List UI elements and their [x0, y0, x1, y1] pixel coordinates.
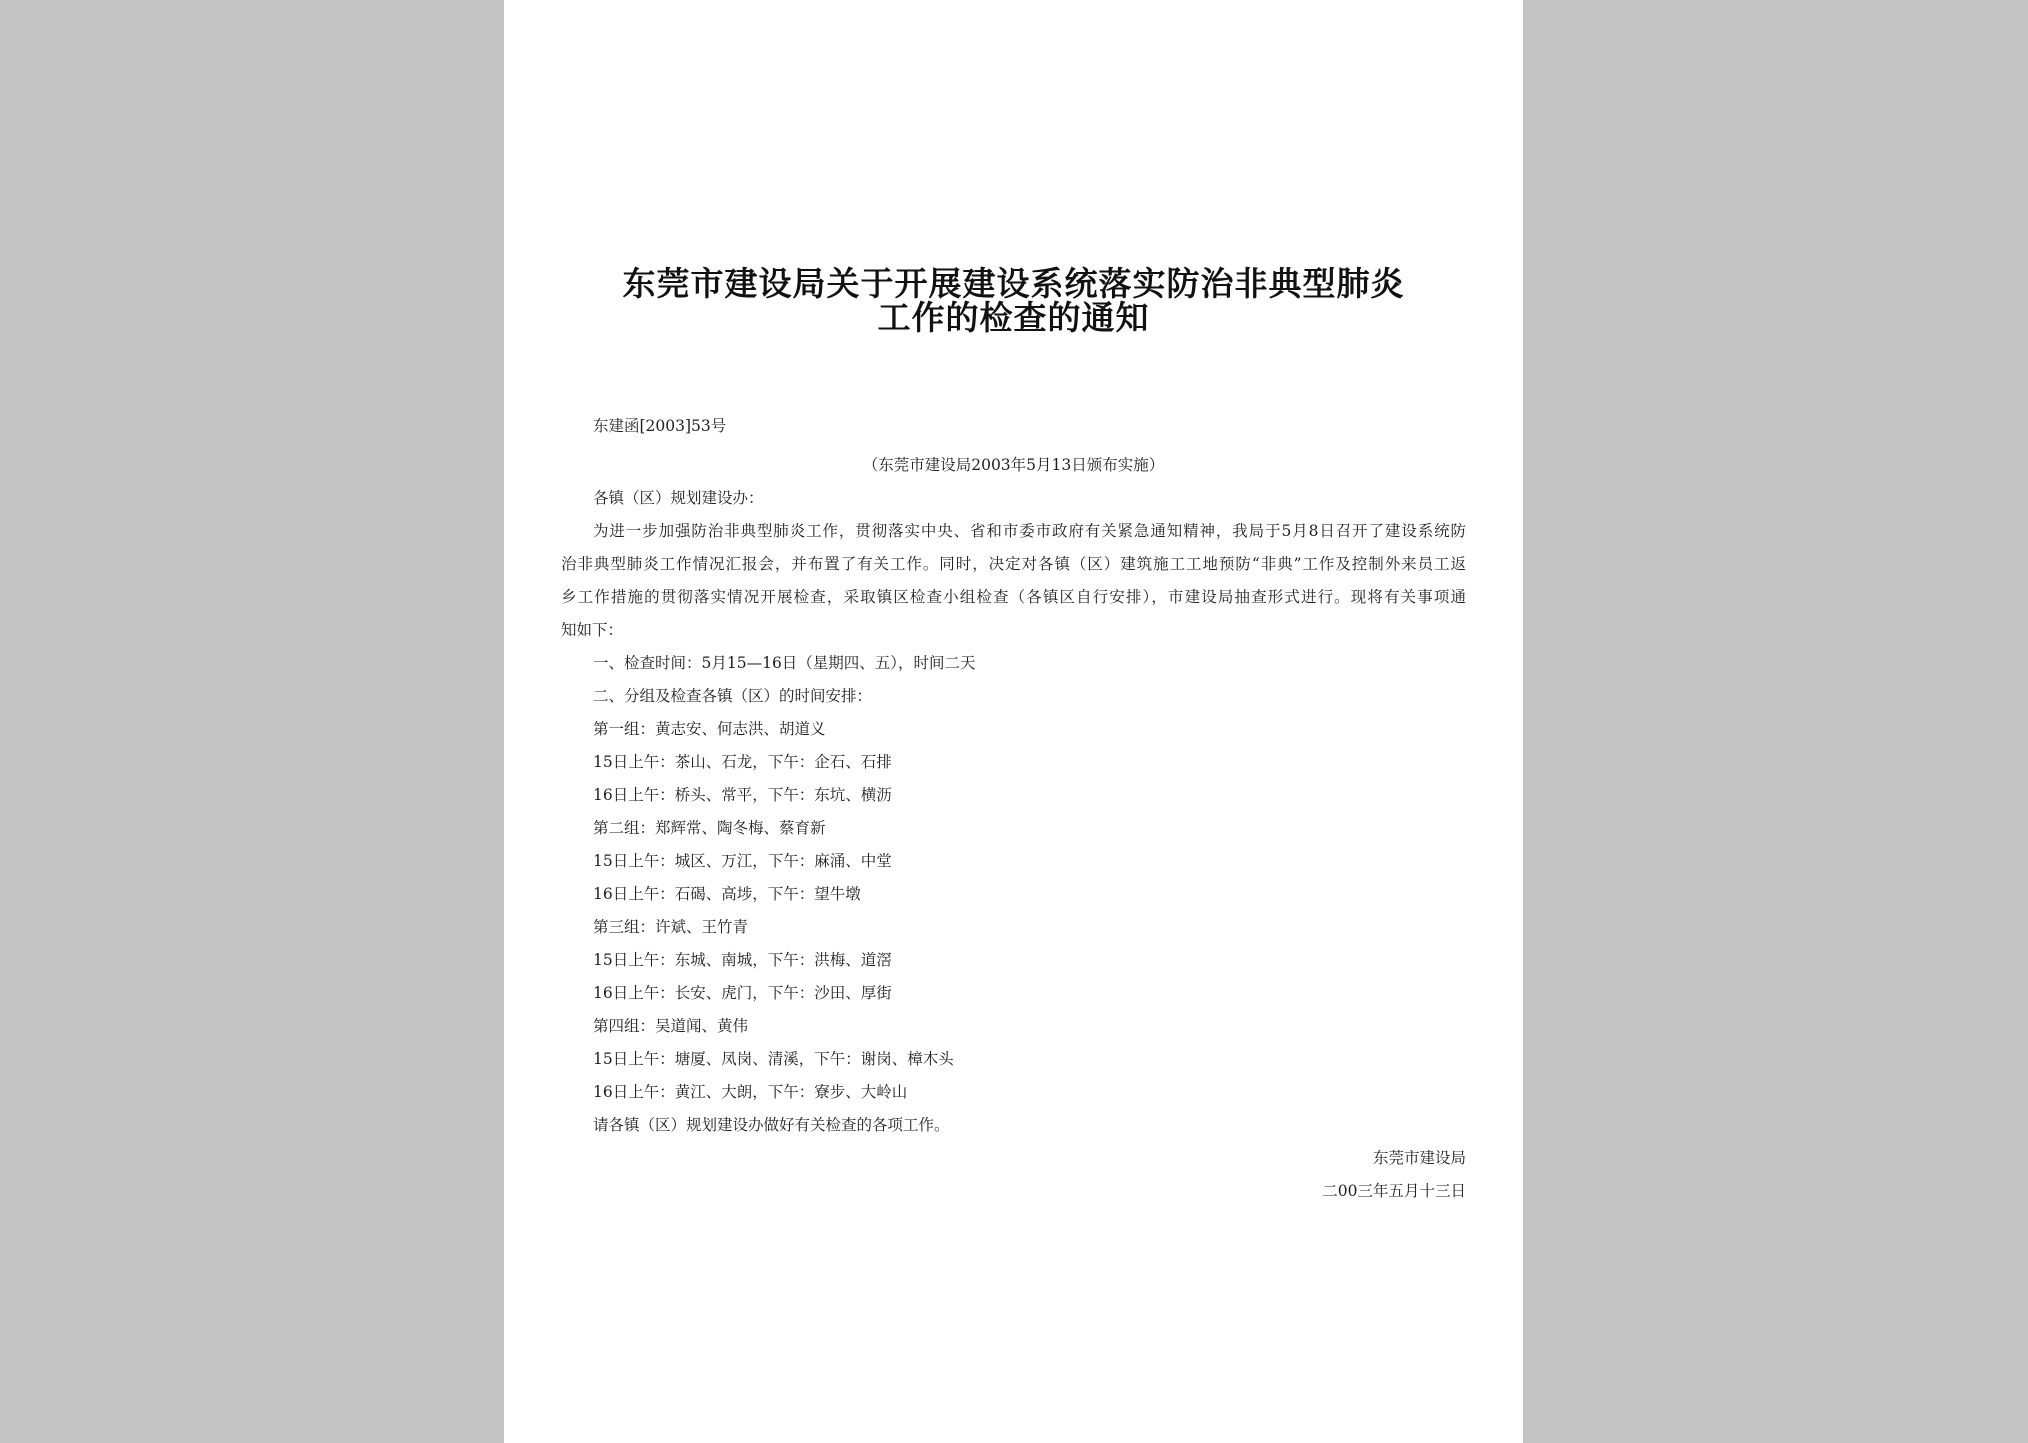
document-title-line-2: 工作的检查的通知: [877, 298, 1150, 337]
body-line: 乡工作措施的贯彻落实情况开展检查，采取镇区检查小组检查（各镇区自行安排），市建设局抽查形式进行。现将有关事项通: [561, 588, 1466, 606]
list-item: 15日上午：塘厦、凤岗、清溪，下午：谢岗、樟木头: [593, 1050, 954, 1068]
body-line: 知如下：: [561, 621, 624, 639]
list-item: 第四组：吴道闻、黄伟: [593, 1017, 749, 1035]
body-line: 为进一步加强防治非典型肺炎工作，贯彻落实中央、省和市委市政府有关紧急通知精神，我局于5月8日召开了建设系统防: [593, 522, 1466, 540]
list-item: 请各镇（区）规划建设办做好有关检查的各项工作。: [593, 1116, 950, 1134]
list-item: 第一组：黄志安、何志洪、胡道义: [593, 720, 826, 738]
signature-date: 二00三年五月十三日: [1322, 1182, 1466, 1200]
list-item: 15日上午：茶山、石龙，下午：企石、石排: [593, 753, 892, 771]
list-item: 16日上午：桥头、常平，下午：东坑、横沥: [593, 786, 892, 804]
document-number: 东建函[2003]53号: [593, 417, 727, 435]
list-item: 15日上午：城区、万江，下午：麻涌、中堂: [593, 852, 892, 870]
salutation: 各镇（区）规划建设办：: [593, 489, 764, 507]
list-item: 16日上午：长安、虎门，下午：沙田、厚街: [593, 984, 892, 1002]
issue-note: （东莞市建设局2003年5月13日颁布实施）: [862, 456, 1165, 474]
list-item: 16日上午：石碣、高埗，下午：望牛墩: [593, 885, 861, 903]
list-item: 第二组：郑辉常、陶冬梅、蔡育新: [593, 819, 826, 837]
list-item: 一、检查时间：5月15—16日（星期四、五），时间二天: [593, 654, 976, 672]
list-item: 15日上午：东城、南城，下午：洪梅、道滘: [593, 951, 892, 969]
list-item: 16日上午：黄江、大朗，下午：寮步、大岭山: [593, 1083, 908, 1101]
list-item: 第三组：许斌、王竹青: [593, 918, 749, 936]
document-page: [504, 0, 1523, 1443]
body-line: 治非典型肺炎工作情况汇报会，并布置了有关工作。同时，决定对各镇（区）建筑施工工地预防“非典”工作及控制外来员工返: [561, 555, 1466, 573]
signature: 东莞市建设局: [1372, 1149, 1466, 1167]
list-item: 二、分组及检查各镇（区）的时间安排：: [593, 687, 873, 705]
document-title-line-1: 东莞市建设局关于开展建设系统落实防治非典型肺炎: [622, 264, 1405, 303]
